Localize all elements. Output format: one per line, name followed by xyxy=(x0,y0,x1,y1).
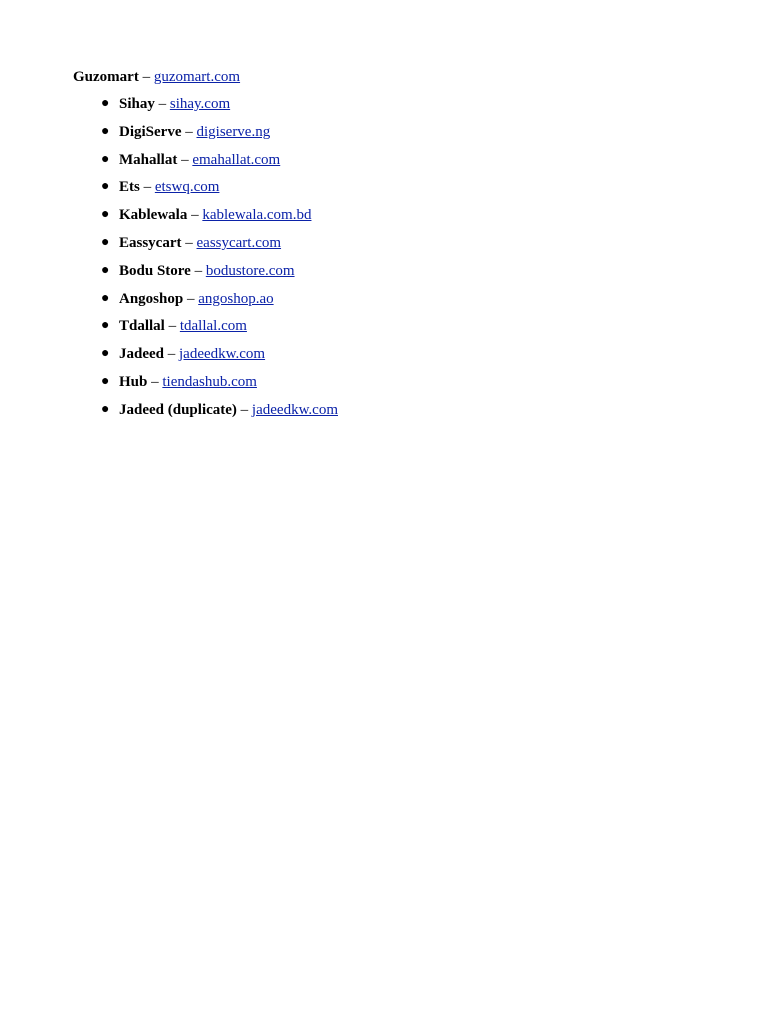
list-item xyxy=(73,288,728,316)
separator: – xyxy=(194,262,203,279)
site-link[interactable]: angoshop.ao xyxy=(198,290,274,307)
bullet-icon: ● xyxy=(101,373,110,389)
list-item xyxy=(73,176,728,204)
separator: – xyxy=(143,179,152,196)
site-link[interactable]: eassycart.com xyxy=(196,234,282,251)
bullet-icon: ● xyxy=(101,151,110,167)
site-name: Angoshop xyxy=(119,290,184,307)
site-name: Hub xyxy=(119,373,148,390)
site-link[interactable]: emahallat.com xyxy=(192,151,281,168)
site-list xyxy=(73,93,728,427)
separator: – xyxy=(186,290,195,307)
site-name: Tdallal xyxy=(119,318,165,335)
site-name: Ets xyxy=(119,179,140,196)
site-link[interactable]: etswq.com xyxy=(154,179,220,196)
list-item xyxy=(73,343,728,371)
site-link[interactable]: sihay.com xyxy=(169,96,231,112)
separator: – xyxy=(185,234,193,251)
separator: – xyxy=(185,123,193,140)
list-item xyxy=(73,260,728,288)
site-name: Kablewala xyxy=(119,207,188,224)
bullet-icon: ● xyxy=(101,346,110,362)
site-name: Eassycart xyxy=(119,234,182,251)
separator: – xyxy=(168,318,177,335)
list-item xyxy=(73,204,728,232)
site-name: Jadeed xyxy=(119,346,164,363)
list-item xyxy=(73,93,728,121)
bullet-icon: ● xyxy=(101,262,110,278)
list-item xyxy=(73,121,728,149)
bullet-icon: ● xyxy=(101,234,110,250)
bullet-icon: ● xyxy=(101,318,110,334)
site-name: DigiServe xyxy=(119,123,182,140)
list-item xyxy=(73,315,728,343)
site-name: Mahallat xyxy=(119,151,178,168)
site-name: Sihay xyxy=(119,96,155,112)
separator: – xyxy=(181,151,189,168)
site-link[interactable]: tdallal.com xyxy=(179,318,247,335)
list-item xyxy=(73,371,728,399)
site-link[interactable]: kablewala.com.bd xyxy=(202,207,312,224)
list-item xyxy=(73,232,728,260)
bullet-icon: ● xyxy=(101,401,110,417)
site-link[interactable]: jadeedkw.com xyxy=(179,346,266,363)
separator: – xyxy=(191,207,199,224)
site-link[interactable]: jadeedkw.com xyxy=(251,401,338,418)
separator: – xyxy=(142,69,151,85)
bullet-icon: ● xyxy=(101,179,110,195)
bullet-icon: ● xyxy=(101,96,110,111)
list-item xyxy=(73,399,728,427)
site-link[interactable]: digiserve.ng xyxy=(196,123,271,140)
site-name: Jadeed (duplicate) xyxy=(119,401,237,418)
document-body xyxy=(73,66,728,427)
list-item xyxy=(73,149,728,177)
bullet-icon: ● xyxy=(101,207,110,223)
site-name: Guzomart xyxy=(73,69,139,85)
top-entry xyxy=(73,66,728,88)
site-link[interactable]: guzomart.com xyxy=(153,69,241,85)
site-name: Bodu Store xyxy=(119,262,191,279)
bullet-icon: ● xyxy=(101,290,110,306)
separator: – xyxy=(151,373,159,390)
bullet-icon: ● xyxy=(101,123,110,139)
site-link[interactable]: tiendashub.com xyxy=(162,373,257,390)
separator: – xyxy=(240,401,249,418)
separator: – xyxy=(158,96,167,112)
site-link[interactable]: bodustore.com xyxy=(205,262,295,279)
separator: – xyxy=(167,346,176,363)
